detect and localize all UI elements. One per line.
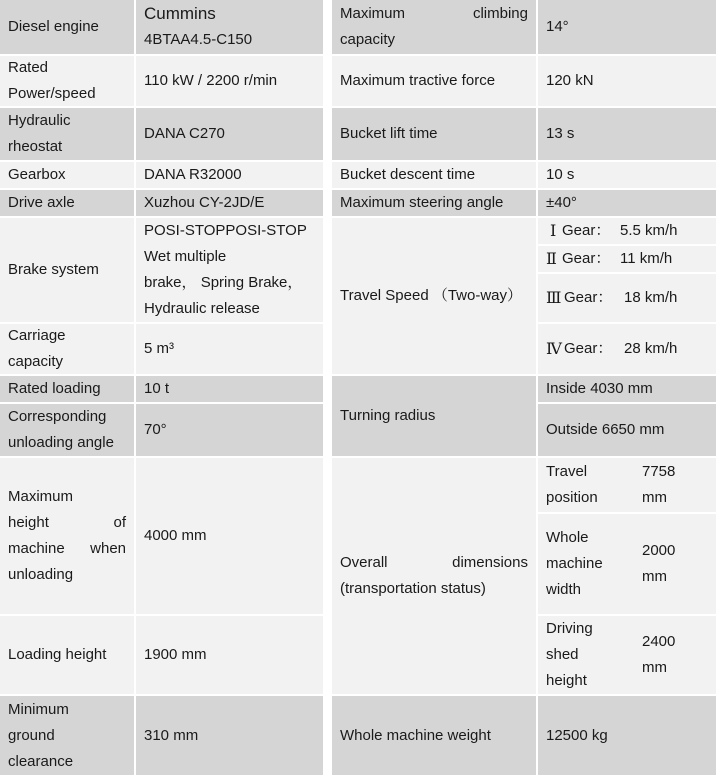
gear-2-numeral: Ⅱ xyxy=(546,249,557,268)
lift-time-label xyxy=(332,108,536,160)
tractive-value xyxy=(538,56,716,106)
weight-value-text: 12500 kg xyxy=(546,726,608,744)
dims-width-name-3: width xyxy=(546,581,582,598)
climbing-label-line2: capacity xyxy=(340,31,396,48)
rated-power-value-text: 110 kW / 2200 r/min xyxy=(144,72,278,89)
dims-travel-value-1: 7758 xyxy=(642,463,676,480)
steering-label-text: Maximum steering angle xyxy=(340,194,504,211)
gear-row-1 xyxy=(538,218,716,244)
descent-time-value-text: 10 s xyxy=(546,166,575,183)
hydraulic-label xyxy=(0,108,134,160)
gear-3-label: Gear： xyxy=(564,289,613,306)
hydraulic-label-line1: Hydraulic xyxy=(8,112,71,129)
ground-clearance-label-line3: clearance xyxy=(8,752,74,770)
dims-travel-name-2: position xyxy=(546,489,598,506)
gear-1-numeral: Ⅰ xyxy=(550,221,557,240)
gear-row-2 xyxy=(538,246,716,272)
diesel-engine-value-line1: Cummins xyxy=(144,4,216,23)
loading-height-label xyxy=(0,616,134,694)
loading-height-value xyxy=(136,616,323,694)
dims-shed-value-2: mm xyxy=(642,659,667,676)
dims-width-name-1: Whole xyxy=(546,529,589,546)
dims-width-value-1: 2000 xyxy=(642,542,676,559)
gear-row-3 xyxy=(538,274,716,322)
ground-clearance-value xyxy=(136,696,323,775)
ground-clearance-label xyxy=(0,696,134,775)
dims-width-value-2: mm xyxy=(642,568,667,585)
rated-power-label-line1: Rated xyxy=(8,59,49,76)
drive-axle-value xyxy=(136,190,323,216)
dims-travel-value-2: mm xyxy=(642,489,667,506)
carriage-label xyxy=(0,324,134,374)
max-height-label-line3a: machine xyxy=(8,540,65,557)
ground-clearance-value-text: 310 mm xyxy=(144,726,199,744)
brake-label-text: Brake system xyxy=(8,261,99,278)
gearbox-value-text: DANA R32000 xyxy=(144,166,242,183)
max-height-label-line2b: of xyxy=(113,514,126,531)
turning-inside-text: Inside 4030 mm xyxy=(546,380,653,397)
travel-speed-label-text: Travel Speed （Two-way） xyxy=(340,287,523,304)
diesel-engine-value-line2: 4BTAA4.5-C150 xyxy=(144,31,253,48)
lift-time-label-text: Bucket lift time xyxy=(340,125,438,142)
rated-power-label-line2: Power/speed xyxy=(8,85,96,102)
diesel-engine-label-text: Diesel engine xyxy=(8,18,99,35)
unloading-angle-label-line2: unloading angle xyxy=(8,434,114,451)
gear-row-4 xyxy=(538,324,716,374)
lift-time-value xyxy=(538,108,716,160)
gear-4-speed: 28 km/h xyxy=(624,340,678,357)
dims-label-line1b: dimensions xyxy=(452,554,528,571)
tractive-label-text: Maximum tractive force xyxy=(340,72,496,89)
climbing-value xyxy=(538,0,716,54)
brake-value xyxy=(136,218,323,322)
brake-label xyxy=(0,218,134,322)
brake-value-line2: Wet multiple xyxy=(144,248,227,265)
column-divider xyxy=(323,0,332,775)
rated-power-label xyxy=(0,56,134,106)
dims-row-width xyxy=(538,514,716,614)
drive-axle-label-text: Drive axle xyxy=(8,194,75,211)
steering-value-text: ±40° xyxy=(546,194,577,211)
loading-height-label-text: Loading height xyxy=(8,646,107,663)
drive-axle-label xyxy=(0,190,134,216)
lift-time-value-text: 13 s xyxy=(546,125,575,142)
dims-row-shed xyxy=(538,616,716,694)
gear-1-label: Gear： xyxy=(562,222,611,239)
rated-loading-label xyxy=(0,376,134,402)
max-height-label-line4: unloading xyxy=(8,566,74,583)
descent-time-label-text: Bucket descent time xyxy=(340,166,476,183)
dims-shed-name-3: height xyxy=(546,672,587,689)
dims-label-line2: (transportation status) xyxy=(340,580,486,597)
gear-3-numeral: Ⅲ xyxy=(546,288,562,307)
ground-clearance-label-line2: ground xyxy=(8,726,55,744)
rated-power-value xyxy=(136,56,323,106)
diesel-engine-label xyxy=(0,0,134,54)
steering-value xyxy=(538,190,716,216)
turning-label-text: Turning radius xyxy=(340,407,436,424)
diesel-engine-value xyxy=(136,0,323,54)
hydraulic-value xyxy=(136,108,323,160)
max-height-label-line2a: height xyxy=(8,514,49,531)
tractive-value-text: 120 kN xyxy=(546,72,594,89)
gear-1-speed: 5.5 km/h xyxy=(620,222,678,239)
dims-width-name-2: machine xyxy=(546,555,603,572)
gearbox-label-text: Gearbox xyxy=(8,166,66,183)
descent-time-value xyxy=(538,162,716,188)
gear-4-numeral: Ⅳ xyxy=(546,339,562,358)
weight-label-text: Whole machine weight xyxy=(340,726,491,744)
descent-time-label xyxy=(332,162,536,188)
turning-label xyxy=(332,376,536,456)
gear-4-label: Gear： xyxy=(564,340,613,357)
rated-loading-label-text: Rated loading xyxy=(8,380,101,397)
weight-label xyxy=(332,696,536,775)
dims-shed-name-1: Driving xyxy=(546,620,593,637)
turning-outside xyxy=(538,404,716,456)
dims-travel-name-1: Travel xyxy=(546,463,588,480)
carriage-label-line2: capacity xyxy=(8,353,64,370)
steering-label xyxy=(332,190,536,216)
unloading-angle-label-line1: Corresponding xyxy=(8,408,107,425)
dims-label xyxy=(332,458,536,694)
hydraulic-label-line2: rheostat xyxy=(8,138,63,155)
gear-2-speed: 11 km/h xyxy=(620,250,673,267)
carriage-value-text: 5 m³ xyxy=(144,340,174,357)
ground-clearance-label-line1: Minimum xyxy=(8,700,69,718)
unloading-angle-value-text: 70° xyxy=(144,421,167,438)
climbing-value-text: 14° xyxy=(546,18,569,35)
dims-row-travel xyxy=(538,458,716,512)
brake-value-line4: Hydraulic release xyxy=(144,300,260,317)
dims-label-line1a: Overall xyxy=(340,554,388,571)
tractive-label xyxy=(332,56,536,106)
gearbox-label xyxy=(0,162,134,188)
climbing-label xyxy=(332,0,536,54)
rated-loading-value xyxy=(136,376,323,402)
travel-speed-label xyxy=(332,218,536,374)
max-height-label-line1: Maximum xyxy=(8,488,74,505)
max-height-label xyxy=(0,458,134,614)
carriage-value xyxy=(136,324,323,374)
unloading-angle-value xyxy=(136,404,323,456)
weight-value xyxy=(538,696,716,775)
dims-shed-value-1: 2400 xyxy=(642,633,676,650)
brake-value-line3: brake， Spring Brake， xyxy=(144,274,303,291)
turning-inside xyxy=(538,376,716,402)
max-height-value-text: 4000 mm xyxy=(144,527,207,544)
gear-2-label: Gear： xyxy=(562,250,611,267)
brake-value-line1: POSI-STOPPOSI-STOP xyxy=(144,222,307,239)
max-height-label-line3b: when xyxy=(90,540,126,557)
rated-loading-value-text: 10 t xyxy=(144,380,170,397)
climbing-label-line1a: Maximum xyxy=(340,5,406,22)
turning-outside-text: Outside 6650 mm xyxy=(546,421,665,438)
drive-axle-value-text: Xuzhou CY-2JD/E xyxy=(144,194,265,211)
climbing-label-line1b: climbing xyxy=(472,5,528,22)
carriage-label-line1: Carriage xyxy=(8,327,66,344)
dims-shed-name-2: shed xyxy=(546,646,579,663)
loading-height-value-text: 1900 mm xyxy=(144,646,207,663)
unloading-angle-label xyxy=(0,404,134,456)
hydraulic-value-text: DANA C270 xyxy=(144,125,225,142)
max-height-value xyxy=(136,458,323,614)
gearbox-value xyxy=(136,162,323,188)
gear-3-speed: 18 km/h xyxy=(624,289,678,306)
